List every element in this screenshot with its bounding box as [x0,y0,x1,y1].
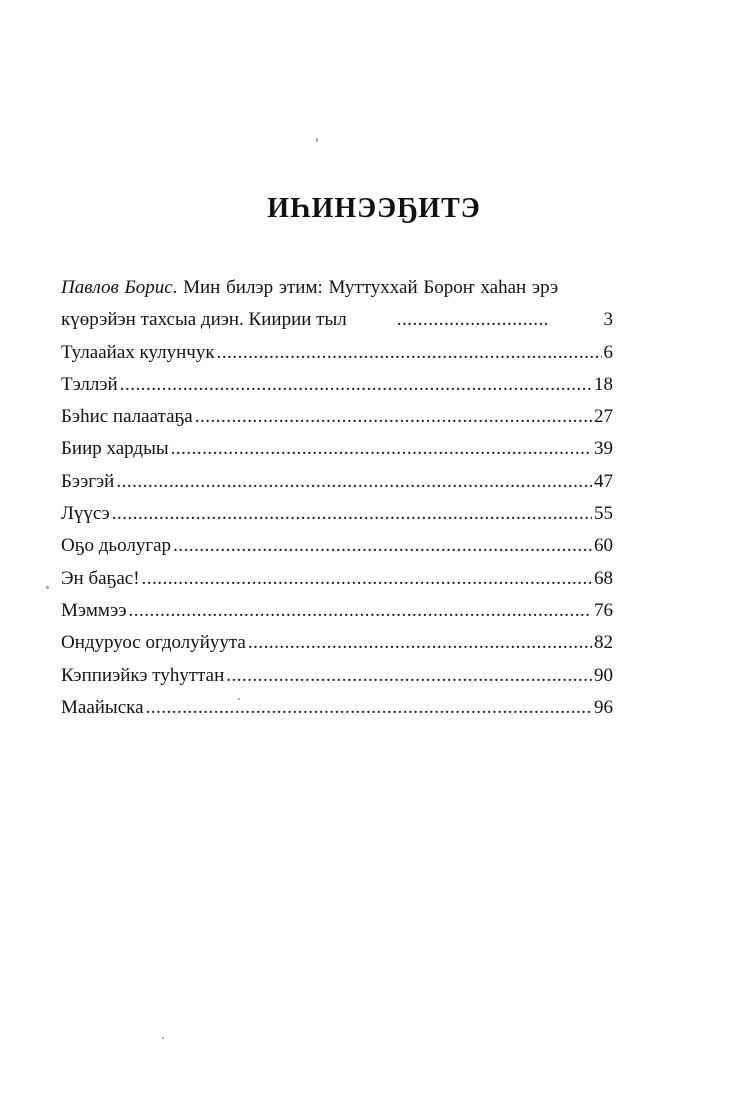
toc-intro-line2 [61,304,613,336]
toc-entry-title: Тулаайах кулунчук [61,341,215,363]
toc-entry-title: Лүүсэ [61,503,110,525]
dot-leader [217,337,602,369]
toc-entry-title: Оҕо дьолугар [61,535,172,557]
scan-speck [46,586,49,589]
toc-entry-title: Эн баҕас! [61,567,140,589]
toc-entry-title: Кэппиэйкэ туһуттан [61,664,225,686]
page-number: 18 [594,373,613,395]
dot-leader [128,595,592,627]
toc-entry [61,466,613,498]
intro-title-part2: күөрэйэн тахсыа диэн. Киирии тыл [61,309,347,331]
toc-entry-title: Биир хардыы [61,438,169,460]
page-number: 27 [594,406,613,428]
page-number: 39 [594,438,613,460]
toc-entry [61,401,613,433]
toc-intro-line1 [61,272,613,304]
dot-leader [112,498,592,530]
page-number: 47 [594,470,613,492]
page-number: 3 [603,309,613,331]
scan-speck [316,138,318,142]
toc-entry [61,433,613,465]
dot-leader [116,466,592,498]
page-number: 96 [594,696,613,718]
page-number: 76 [594,599,613,621]
page-number: 68 [594,567,613,589]
page-title: ИҺИНЭЭҔИТЭ [267,193,481,224]
toc-entry [61,563,613,595]
toc-entry-title: Тэллэй [61,373,118,395]
dot-leader [142,563,592,595]
toc-entry [61,498,613,530]
dot-leader [195,401,592,433]
scan-speck [162,1037,164,1039]
toc-entry [61,660,613,692]
toc-entry [61,595,613,627]
toc-entry-title: Ондуруос огдолуйуута [61,632,246,654]
toc-entry-title: Бэһис палаатаҕа [61,406,193,428]
page-number: 60 [594,535,613,557]
page-number: 6 [603,341,613,363]
dot-leader [397,304,550,336]
toc-entry-title: Маайыска [61,696,144,718]
page-number: 90 [594,664,613,686]
dot-leader [146,692,592,724]
toc-entry-title: Бээгэй [61,470,115,492]
toc-entry [61,337,613,369]
dot-leader [173,530,592,562]
intro-title-part1: . Мин билэр этим: Муттуххай Бороҥ хаһан эрэ [172,277,559,298]
dot-leader [120,369,592,401]
intro-author: Павлов Борис [61,277,173,298]
table-of-contents [61,272,613,724]
toc-entry-title: Мэммээ [61,599,127,621]
dot-leader [248,627,592,659]
page-number: 55 [594,503,613,525]
toc-entry [61,692,613,724]
page-number: 82 [594,632,613,654]
toc-entry [61,369,613,401]
toc-entries [61,337,613,725]
dot-leader [226,660,592,692]
dot-leader [171,433,592,465]
toc-entry [61,530,613,562]
toc-entry [61,627,613,659]
